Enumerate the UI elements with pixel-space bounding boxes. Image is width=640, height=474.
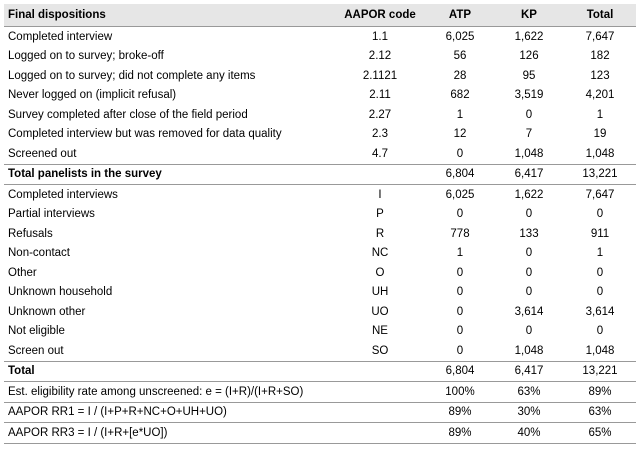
row-atp: 1 <box>456 108 464 121</box>
row-code: UO <box>371 305 389 318</box>
row-label: Other <box>8 266 37 279</box>
rate-atp: 89% <box>426 423 494 444</box>
row-atp: 28 <box>453 69 467 82</box>
rate-code <box>334 382 426 403</box>
rate-row <box>4 402 636 423</box>
row-code: 2.12 <box>368 50 392 63</box>
table-row <box>4 185 636 205</box>
rate-code <box>334 423 426 444</box>
row-label: Unknown other <box>8 305 86 318</box>
row-atp: 56 <box>453 50 467 63</box>
row-code: I <box>378 188 382 201</box>
row-total: 3,614 <box>585 305 615 318</box>
header-total: Total <box>564 4 636 27</box>
row-code: 2.11 <box>369 89 391 102</box>
total-panelists-atp: 6,804 <box>426 164 494 185</box>
row-kp: 1,622 <box>514 188 544 201</box>
table-row <box>4 244 636 264</box>
row-total: 1 <box>596 108 604 121</box>
row-kp: 0 <box>525 208 533 221</box>
row-label: Refusals <box>8 227 53 240</box>
rate-total: 63% <box>564 402 636 423</box>
row-code: SO <box>371 344 389 357</box>
row-kp: 0 <box>525 247 533 260</box>
total-panelists-kp: 6,417 <box>494 164 564 185</box>
row-kp: 7 <box>525 128 533 141</box>
row-label: Completed interview but was removed for data quality <box>8 128 282 141</box>
rate-code <box>334 402 426 423</box>
header-aapor-code: AAPOR code <box>334 4 426 27</box>
rate-kp: 40% <box>494 423 564 444</box>
row-kp: 126 <box>519 50 539 63</box>
rate-kp: 63% <box>494 382 564 403</box>
row-total: 1 <box>596 247 604 260</box>
row-total: 1,048 <box>585 147 615 160</box>
rate-atp: 100% <box>426 382 494 403</box>
header-atp: ATP <box>426 4 494 27</box>
total-total: 13,221 <box>564 361 636 382</box>
row-atp: 682 <box>450 89 470 102</box>
row-code: R <box>375 227 385 240</box>
row-code: 2.3 <box>372 128 388 141</box>
rate-row <box>4 382 636 403</box>
header-kp: KP <box>494 4 564 27</box>
row-total: 1,048 <box>585 344 615 357</box>
table-row <box>4 27 636 47</box>
row-kp: 133 <box>519 227 539 240</box>
table-row <box>4 263 636 283</box>
row-total: 911 <box>590 227 610 240</box>
row-kp: 95 <box>522 69 536 82</box>
table-row <box>4 224 636 244</box>
row-atp: 0 <box>456 286 464 299</box>
rate-total: 89% <box>564 382 636 403</box>
row-atp: 778 <box>450 227 470 240</box>
row-kp: 0 <box>525 286 533 299</box>
row-code: NE <box>372 325 388 338</box>
total-row <box>4 361 636 382</box>
rate-label: AAPOR RR1 = I / (I+P+R+NC+O+UH+UO) <box>4 402 334 423</box>
row-kp: 0 <box>525 108 533 121</box>
row-kp: 1,048 <box>514 344 544 357</box>
row-atp: 1 <box>456 247 464 260</box>
table-row <box>4 205 636 225</box>
row-total: 0 <box>596 266 604 279</box>
table-row <box>4 283 636 303</box>
row-total: 0 <box>596 325 604 338</box>
row-label: Screened out <box>8 147 77 160</box>
row-kp: 3,519 <box>514 89 544 102</box>
table-row <box>4 47 636 67</box>
row-atp: 12 <box>453 128 467 141</box>
row-label: Unknown household <box>8 286 113 299</box>
row-kp: 0 <box>525 325 533 338</box>
rate-label: Est. eligibility rate among unscreened: e = (I+R)/(I+R+SO) <box>4 382 334 403</box>
total-code <box>334 361 426 382</box>
total-kp: 6,417 <box>494 361 564 382</box>
row-total: 7,647 <box>585 188 615 201</box>
row-label: Logged on to survey; broke-off <box>8 50 164 63</box>
total-label: Total <box>4 361 334 382</box>
table-row <box>4 125 636 145</box>
row-atp: 0 <box>456 325 464 338</box>
rate-row <box>4 423 636 444</box>
row-label: Survey completed after close of the field period <box>8 108 248 121</box>
row-label: Non-contact <box>8 247 71 260</box>
total-panelists-label: Total panelists in the survey <box>4 164 334 185</box>
header-row <box>4 4 636 27</box>
rate-kp: 30% <box>494 402 564 423</box>
table-row <box>4 341 636 361</box>
row-label: Logged on to survey; did not complete any items <box>8 69 256 82</box>
row-kp: 0 <box>525 266 533 279</box>
row-atp: 0 <box>456 147 464 160</box>
row-total: 19 <box>593 128 607 141</box>
row-label: Screen out <box>8 344 64 357</box>
row-label: Completed interview <box>8 30 113 43</box>
row-code: P <box>376 208 384 221</box>
row-kp: 1,622 <box>514 30 544 43</box>
row-atp: 6,025 <box>445 188 475 201</box>
table-row <box>4 322 636 342</box>
header-final-dispositions: Final dispositions <box>4 4 334 27</box>
table-row <box>4 105 636 125</box>
row-atp: 0 <box>456 305 464 318</box>
rate-atp: 89% <box>426 402 494 423</box>
row-code: O <box>375 266 385 279</box>
row-code: 2.27 <box>368 108 392 121</box>
table-row <box>4 144 636 164</box>
dispositions-table <box>4 4 636 444</box>
table-row <box>4 302 636 322</box>
total-panelists-row <box>4 164 636 185</box>
row-label: Not eligible <box>8 325 65 338</box>
total-panelists-code <box>334 164 426 185</box>
row-total: 0 <box>596 208 604 221</box>
row-label: Partial interviews <box>8 208 95 221</box>
row-code: 2.1121 <box>362 69 398 82</box>
row-kp: 3,614 <box>514 305 544 318</box>
row-total: 7,647 <box>585 30 615 43</box>
row-label: Never logged on (implicit refusal) <box>8 89 177 102</box>
row-atp: 0 <box>456 266 464 279</box>
total-atp: 6,804 <box>426 361 494 382</box>
row-code: UH <box>371 286 389 299</box>
rate-total: 65% <box>564 423 636 444</box>
total-panelists-total: 13,221 <box>564 164 636 185</box>
row-total: 0 <box>596 286 604 299</box>
row-atp: 0 <box>456 344 464 357</box>
row-total: 182 <box>590 50 610 63</box>
row-code: NC <box>371 247 389 260</box>
row-code: 1.1 <box>372 30 388 43</box>
table-row <box>4 66 636 86</box>
row-atp: 0 <box>456 208 464 221</box>
rate-label: AAPOR RR3 = I / (I+R+[e*UO]) <box>4 423 334 444</box>
table-row <box>4 86 636 106</box>
row-label: Completed interviews <box>8 188 118 201</box>
row-kp: 1,048 <box>514 147 544 160</box>
row-total: 4,201 <box>585 89 615 102</box>
row-code: 4.7 <box>372 147 388 160</box>
row-atp: 6,025 <box>445 30 475 43</box>
row-total: 123 <box>590 69 610 82</box>
